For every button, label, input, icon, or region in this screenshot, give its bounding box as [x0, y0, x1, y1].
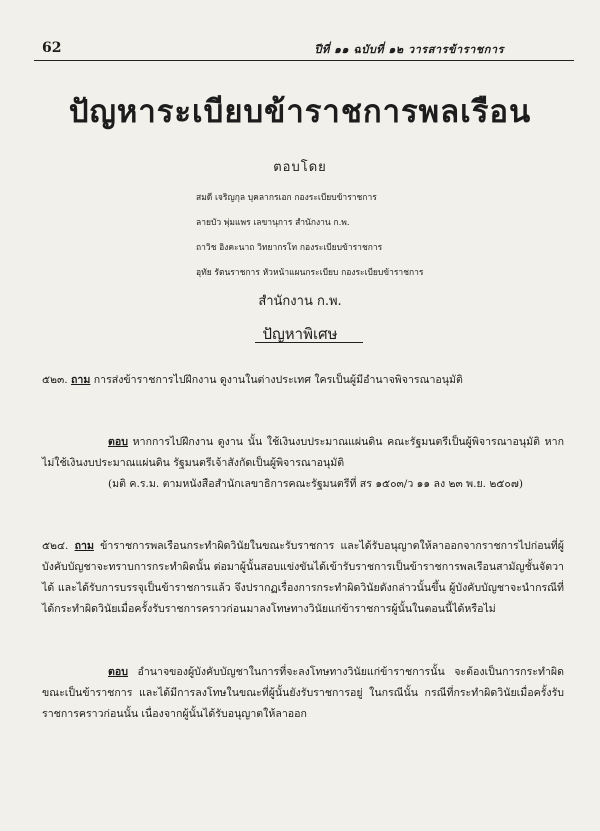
question-523 [42, 370, 564, 391]
answer-524 [42, 662, 564, 725]
contributor-line: สมดี เจริญกุล บุคลากรเอก กองระเบียบข้าราชการ [196, 193, 377, 203]
contributor-line: อุทัย รัตนราชการ หัวหน้าแผนกระเบียบ กองระเบียบข้าราชการ [196, 268, 424, 278]
answer-text: อำนาจของผู้บังคับบัญชาในการที่จะลงโทษทางวินัยแก่ข้าราชการนั้น จะต้องเป็นการกระทำผิดขณะเป็นข้าราชการ และได้มีการลงโทษในขณะที่ผู้นั้นยังรับราชการอยู่ ในกรณีนั้น กรณีที่กระทำผิดวินัยเมื่อครั้งรับราชการคราวก่อนนั้น เนื่องจากผู้นั้นได้รับอนุญาตให้ลาออก [42, 666, 564, 720]
question-524 [42, 536, 564, 620]
contributor-line: ลายบัว พุ่มแพร เลขานุการ สำนักงาน ก.พ. [196, 218, 350, 228]
office-name: สำนักงาน ก.พ. [258, 294, 342, 309]
question-text: การส่งข้าราชการไปฝึกงาน ดูงานในต่างประเทศ ใครเป็นผู้มีอำนาจพิจารณาอนุมัติ [93, 374, 463, 386]
contributor-line: ถาวิช อิงคะนาถ วิทยากรโท กองระเบียบข้าราชการ [196, 243, 383, 253]
section-title-underline [255, 342, 363, 343]
page-title: ปัญหาระเบียบข้าราชการพลเรือน [68, 94, 532, 130]
section-title: ปัญหาพิเศษ [262, 325, 338, 343]
question-number: ๕๒๔. [42, 540, 69, 552]
answer-label: ตอบ [108, 436, 128, 448]
question-text: ข้าราชการพลเรือนกระทำผิดวินัยในขณะรับราชการ และได้รับอนุญาตให้ลาออกจากราชการไปก่อนที่ผู้บังคับบัญชาจะทราบการกระทำผิดนั้น ต่อมาผู้นั้นสอบแข่งขันได้เข้ารับราชการเป็นข้าราชการพลเรือนสามัญชั้นจัตวาได้ และได้รับการบรรจุเป็นข้าราชการแล้ว จึงปรากฏเรื่องการกระทำผิดวินัยดังกล่าวนั้นขึ้น ผู้บังคับบัญชาจะนำกรณีที่ได้กระทำผิดวินัยเมื่อครั้งรับราชการคราวก่อนมาลงโทษทางวินัยแก่ข้าราชการผู้นั้นในตอนนี้ได้หรือไม่ [42, 540, 564, 615]
answered-by-label: ตอบโดย [273, 160, 327, 175]
running-head: ปีที่ ๑๑ ฉบับที่ ๑๒ วารสารข้าราชการ [314, 43, 504, 56]
answer-label: ตอบ [108, 666, 128, 678]
page-number: 62 [42, 40, 62, 56]
question-label: ถาม [74, 540, 94, 552]
header-rule [34, 60, 574, 61]
citation-text: (มติ ค.ร.ม. ตามหนังสือสำนักเลขาธิการคณะรัฐมนตรีที่ สร ๑๕๐๓/ว ๑๑ ลง ๒๓ พ.ย. ๒๕๐๗) [108, 478, 523, 490]
citation-523 [42, 474, 564, 495]
contributor-list [196, 186, 423, 286]
answer-523 [42, 432, 564, 474]
answer-text: หากการไปฝึกงาน ดูงาน นั้น ใช้เงินงบประมาณแผ่นดิน คณะรัฐมนตรีเป็นผู้พิจารณาอนุมัติ หากไม่ใช้เงินงบประมาณแผ่นดิน รัฐมนตรีเจ้าสังกัดเป็นผู้พิจารณาอนุมัติ [42, 436, 564, 469]
question-label: ถาม [71, 374, 91, 386]
question-number: ๕๒๓. [42, 374, 68, 386]
